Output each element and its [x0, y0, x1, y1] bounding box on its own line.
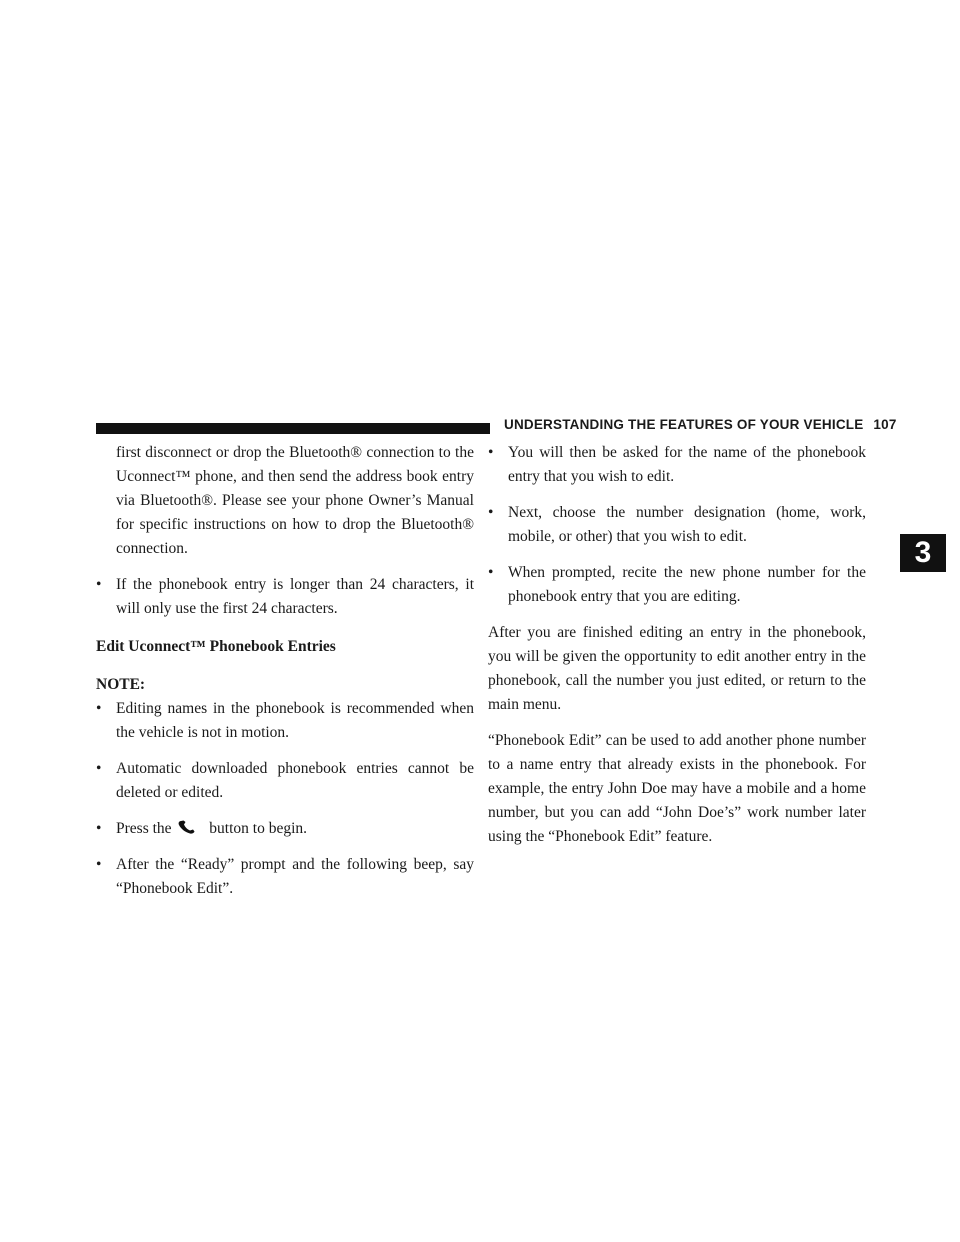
bullet-glyph: • — [96, 820, 102, 837]
list-item-text-before: Press the — [116, 820, 172, 837]
list-item-text: Automatic downloaded phonebook entries cannot be deleted or edited. — [116, 760, 474, 801]
page-number: 107 — [873, 417, 897, 432]
bullet-glyph: • — [96, 576, 102, 593]
list-item-text: After the “Ready” prompt and the following beep, say “Phonebook Edit”. — [116, 856, 474, 897]
bullet-glyph: • — [96, 700, 102, 717]
section-title: UNDERSTANDING THE FEATURES OF YOUR VEHICLE — [504, 417, 864, 432]
list-item — [96, 757, 474, 805]
body-paragraph: “Phonebook Edit” can be used to add another phone number to a name entry that already exists in the phonebook. For example, the entry John Doe may have a mobile and a home number, but you can add “John Doe’s” work number later using the “Phonebook Edit” feature. — [488, 732, 866, 845]
list-item — [96, 573, 474, 621]
running-header — [504, 417, 897, 432]
bullet-glyph: • — [488, 564, 494, 581]
bullet-glyph: • — [488, 504, 494, 521]
list-item — [96, 697, 474, 745]
list-item — [488, 561, 866, 609]
bullet-glyph: • — [488, 444, 494, 461]
phone-icon — [175, 819, 205, 835]
list-item-text-after: button to begin. — [209, 820, 308, 837]
list-item-text: Editing names in the phonebook is recommended when the vehicle is not in motion. — [116, 700, 474, 741]
list-item-text: You will then be asked for the name of the phonebook entry that you wish to edit. — [508, 444, 866, 485]
note-label: NOTE: — [96, 676, 146, 693]
continued-paragraph: first disconnect or drop the Bluetooth® connection to the Uconnect™ phone, and then send the address book entry via Bluetooth®. Please see your phone Owner’s Manual for specific instructions on how to drop the Bluetooth® connection. — [116, 444, 474, 557]
list-item — [96, 817, 474, 841]
list-item-text: If the phonebook entry is longer than 24 characters, it will only use the first 24 characters. — [116, 576, 474, 617]
body-paragraph: After you are finished editing an entry in the phonebook, you will be given the opportunity to edit another entry in the phonebook, call the number you just edited, or return to the main menu. — [488, 624, 866, 713]
list-item — [488, 501, 866, 549]
chapter-tab: 3 — [900, 534, 946, 572]
bullet-glyph: • — [96, 856, 102, 873]
note-block — [96, 673, 474, 745]
left-column — [96, 441, 474, 901]
section-heading: Edit Uconnect™ Phonebook Entries — [96, 638, 336, 655]
right-column — [488, 441, 866, 849]
list-item — [96, 853, 474, 901]
list-item-text: When prompted, recite the new phone number for the phonebook entry that you are editing. — [508, 564, 866, 605]
list-item-text: Next, choose the number designation (home, work, mobile, or other) that you wish to edit. — [508, 504, 866, 545]
header-rule — [96, 423, 490, 434]
bullet-glyph: • — [96, 760, 102, 777]
list-item — [488, 441, 866, 489]
